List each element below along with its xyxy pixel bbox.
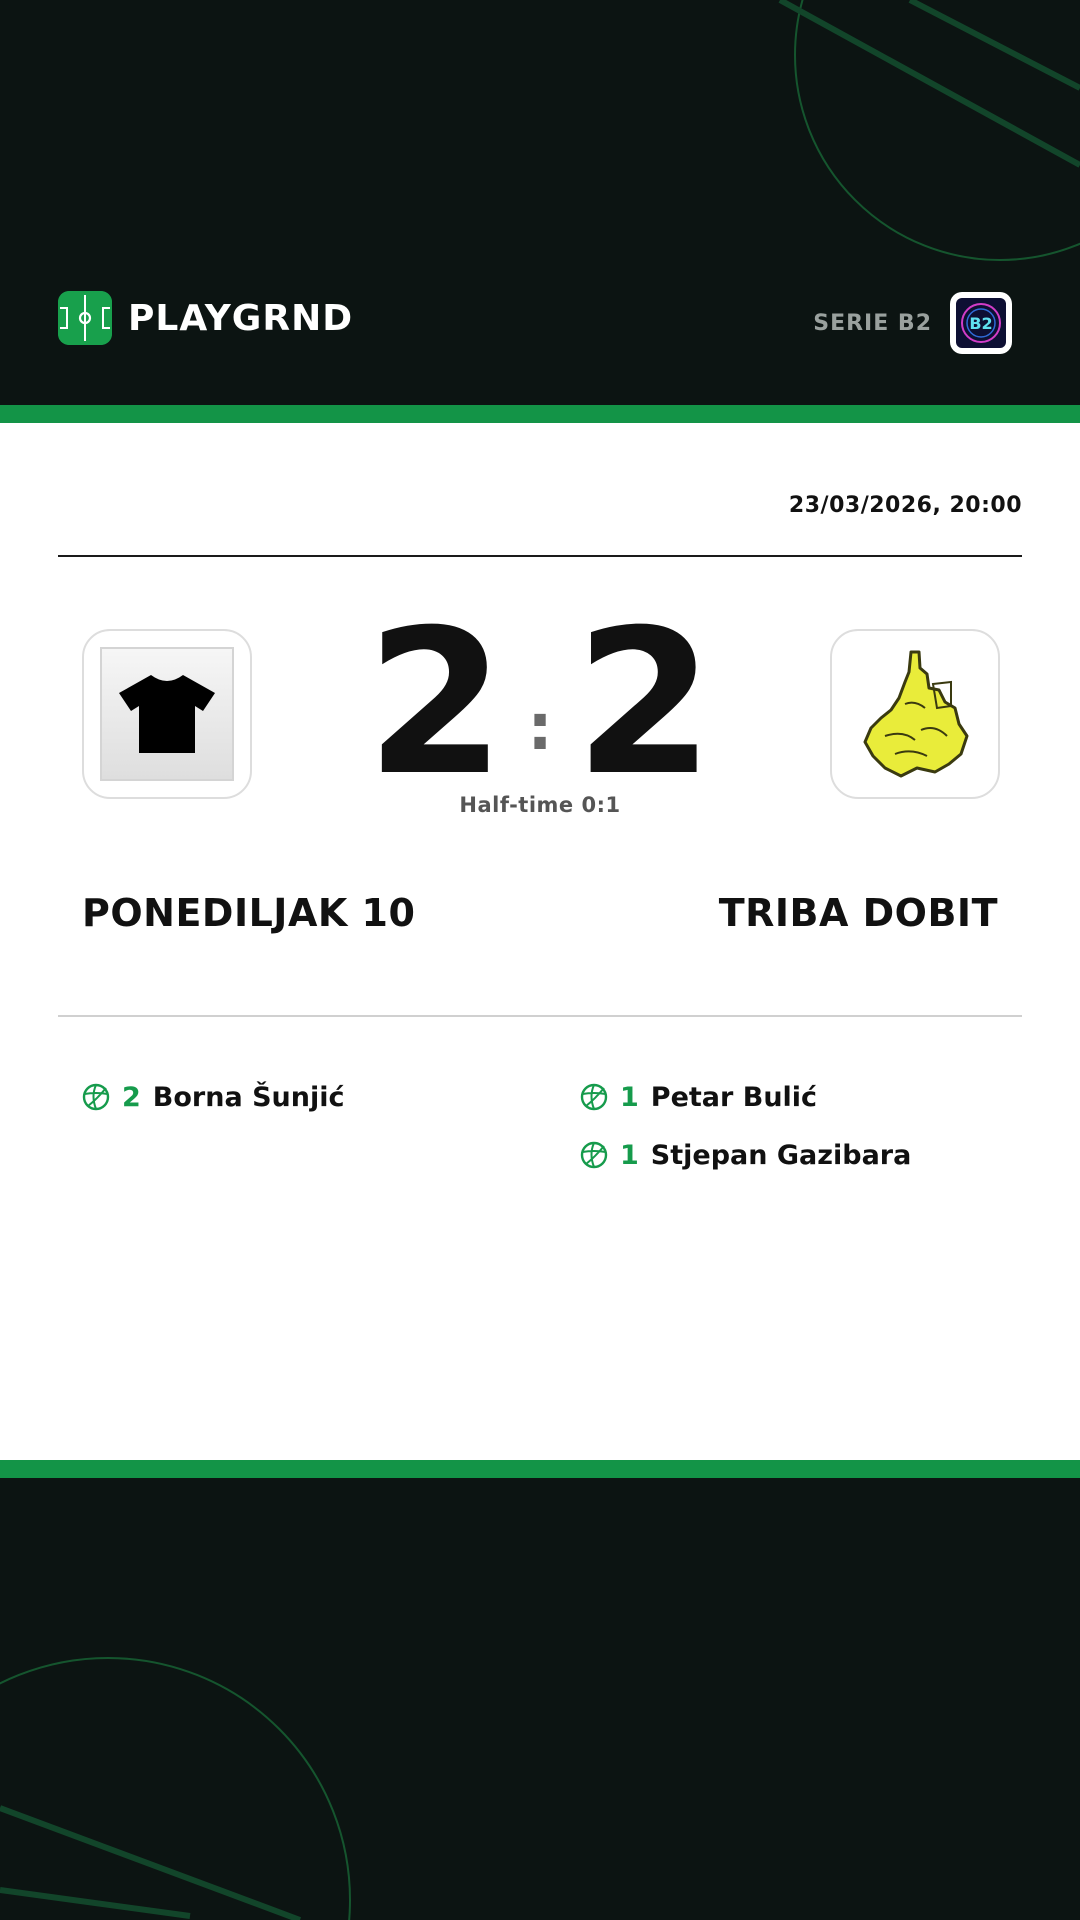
home-scorers <box>82 1068 345 1126</box>
scorer-name: Borna Šunjić <box>152 1081 345 1113</box>
football-icon <box>580 1083 608 1111</box>
halftime-score: Half-time 0:1 <box>459 793 621 817</box>
away-score: 2 <box>574 587 714 820</box>
pitch-lines-decoration-bottom <box>0 1478 1080 1920</box>
club-crest-icon <box>855 644 975 784</box>
score-separator: : <box>527 691 553 765</box>
home-team-name: PONEDILJAK 10 <box>82 891 416 935</box>
brand-name: PLAYGRND <box>128 297 354 339</box>
away-team-name: TRIBA DOBIT <box>718 891 998 935</box>
accent-stripe-bottom <box>0 1460 1080 1478</box>
header <box>58 290 1012 352</box>
goal-count: 2 <box>122 1081 141 1113</box>
scorer-name: Stjepan Gazibara <box>650 1139 912 1171</box>
goal-count: 1 <box>620 1139 639 1171</box>
pitch-icon <box>58 291 112 345</box>
divider <box>58 1015 1022 1017</box>
divider <box>58 555 1022 557</box>
league-logo-icon <box>956 298 1006 348</box>
match-datetime: 23/03/2026, 20:00 <box>788 493 1022 518</box>
league-badge-text: B2 <box>969 314 993 333</box>
league <box>813 292 1012 354</box>
scorer-name: Petar Bulić <box>650 1081 818 1113</box>
goal-count: 1 <box>620 1081 639 1113</box>
home-score: 2 <box>366 587 506 820</box>
scorer-row <box>580 1068 911 1126</box>
football-icon <box>580 1141 608 1169</box>
match-card <box>0 423 1080 1460</box>
scorer-row <box>82 1068 345 1126</box>
away-scorers <box>580 1068 911 1184</box>
accent-stripe-top <box>0 405 1080 423</box>
league-name: SERIE B2 <box>813 310 932 336</box>
brand <box>58 290 353 346</box>
league-badge <box>950 292 1012 354</box>
away-team-crest <box>830 629 1000 799</box>
scorer-row <box>580 1126 911 1184</box>
football-icon <box>82 1083 110 1111</box>
